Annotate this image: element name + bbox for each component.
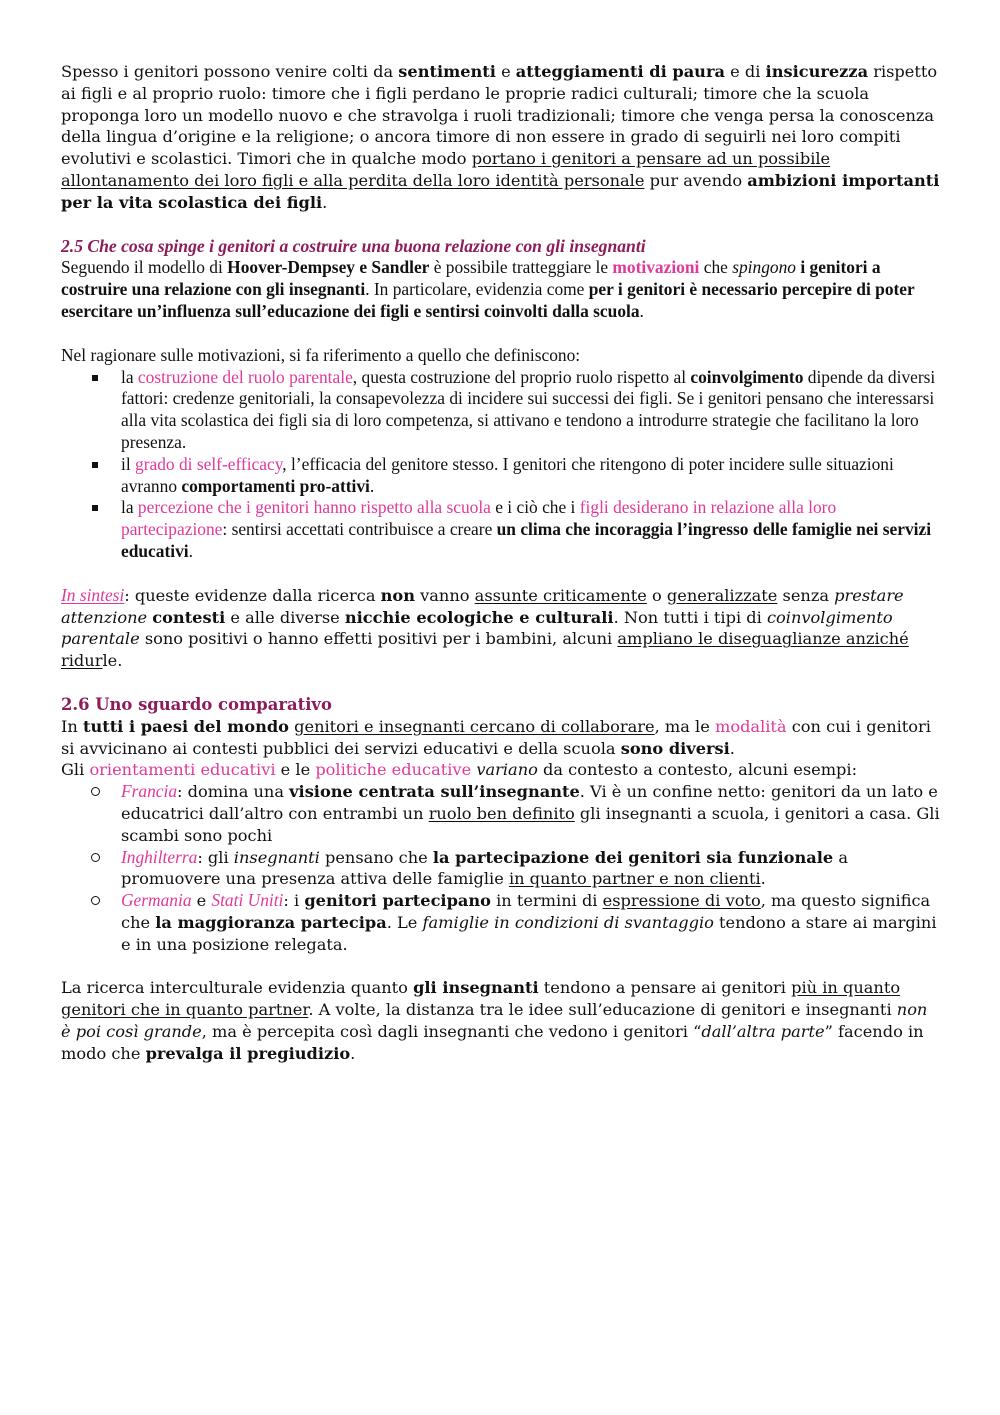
paragraph-in-sintesi — [61, 585, 941, 672]
paragraph-hoover-dempsey — [61, 257, 941, 322]
text-italic: spingono — [732, 257, 796, 278]
text: Gli — [61, 760, 90, 780]
text: da contesto a contesto, alcuni esempi: — [537, 760, 858, 780]
countries-list — [61, 781, 941, 955]
text-italic: non è poi così grande — [61, 1000, 928, 1042]
text-underlined: espressione di voto — [602, 891, 761, 911]
text: la — [121, 497, 138, 518]
text: o — [646, 585, 667, 605]
text: In — [61, 716, 83, 736]
text: . Vi è un confine netto: genitori da un lato e educatrici dall’altro con entrambi un — [121, 782, 938, 823]
text-highlight: grado di self-efficacy — [135, 453, 283, 474]
text-underlined: in quanto partner e non clienti — [508, 869, 761, 889]
text: . — [188, 540, 193, 561]
text-italic: famiglie in condizioni di svantaggio — [422, 912, 714, 932]
text-italic: prestare attenzione — [61, 585, 904, 627]
text: e i ciò che i — [490, 497, 580, 518]
list-item — [61, 847, 941, 891]
document-page — [61, 61, 941, 1065]
text: pur avendo — [644, 170, 748, 190]
text: ” facendo in modo che — [61, 1022, 924, 1063]
text: gli insegnanti a scuola, i genitori a casa. Gli scambi sono pochi — [121, 803, 940, 845]
text: : queste evidenze dalla ricerca — [124, 585, 381, 605]
text-bold: la maggioranza partecipa — [155, 912, 387, 932]
text: . — [639, 300, 644, 321]
list-item — [61, 454, 941, 498]
text: . Le — [386, 912, 423, 932]
list-item — [61, 367, 941, 454]
text-highlight: Germania — [121, 890, 192, 911]
text-highlight: politiche educative — [315, 760, 472, 780]
text: : sentirsi accettati contribuisce a creare — [222, 519, 497, 540]
text-bold: gli insegnanti — [413, 978, 539, 998]
text: , questa costruzione del proprio ruolo rispetto al — [352, 366, 691, 387]
text: e — [495, 62, 516, 81]
text: senza — [777, 585, 835, 605]
text: . — [350, 1043, 356, 1063]
text: sono positivi o hanno effetti positivi per i bambini, alcuni — [139, 629, 618, 649]
text: : i — [283, 891, 305, 911]
text: e alle diverse — [225, 607, 345, 627]
text: : gli — [197, 847, 234, 867]
text-highlight: orientamenti educativi — [89, 760, 276, 780]
text-bold: visione centrata sull’insegnante — [289, 782, 580, 802]
text-bold: i genitori a costruire una relazione con gli insegnanti — [61, 257, 881, 300]
text-bold: non — [380, 585, 415, 605]
section-heading-2-5: 2.5 Che cosa spinge i genitori a costruire una buona relazione con gli insegnanti — [61, 235, 646, 256]
text: è possibile tratteggiare le — [429, 257, 613, 278]
text-underlined: genitori e insegnanti cercano di collaborare — [294, 716, 655, 736]
text-bold: insicurezza — [765, 62, 869, 81]
text: con cui i genitori si avvicinano ai contesti pubblici dei servizi educativi e della scuola — [61, 716, 931, 758]
text-bold: per i genitori è necessario percepire di poter esercitare un’influenza sull’educazione dei figli e sentirsi coinvolti dalla scuola — [61, 279, 915, 321]
text-highlight-underlined: In sintesi — [61, 584, 125, 605]
text: , ma questo significa che — [121, 891, 931, 932]
text-highlight: figli desiderano in relazione alla loro partecipazione — [121, 497, 837, 540]
text-bold: contesti — [152, 607, 226, 627]
text-underlined: più in quanto genitori che in quanto partner — [61, 978, 901, 1020]
text: tendono a stare ai margini e in una posizione relegata. — [121, 912, 937, 954]
text: . — [729, 738, 735, 758]
text-bold: tutti i paesi del mondo — [82, 716, 289, 736]
text: e — [191, 891, 212, 911]
text-bold: sentimenti — [398, 62, 496, 81]
paragraph-all-countries — [61, 716, 941, 760]
text-underlined: ruolo ben definito — [428, 803, 575, 823]
text-highlight: modalità — [714, 716, 787, 736]
text-bold: la partecipazione dei genitori sia funzionale — [432, 847, 834, 867]
text: : domina una — [177, 782, 290, 802]
text: rispetto ai figli e al proprio ruolo: timore che i figli perdano le proprie radici culturali; timore che la scuola proponga loro un modello nuovo e che stravolga i ruoli tradizionali; timore che venga persa la conoscenza della lingua d’origine e la religione; o ancora timore di non essere in grado di seguirli nei loro compiti evolutivi e scolastici. Timori che in qualche modo — [61, 62, 938, 169]
text: . — [369, 475, 375, 496]
list-item — [61, 890, 941, 955]
paragraph-motivations-intro: Nel ragionare sulle motivazioni, si fa riferimento a quello che definiscono: — [61, 344, 581, 365]
text-italic: coinvolgimento parentale — [61, 607, 893, 649]
text: a promuovere una presenza attiva delle famiglie — [121, 847, 848, 889]
text: le. — [102, 651, 123, 671]
motivations-list — [61, 367, 941, 563]
text-bold: un clima che incoraggia l’ingresso delle famiglie nei servizi educativi — [121, 519, 932, 561]
text: , ma è percepita così dagli insegnanti che vedono i genitori “ — [201, 1022, 702, 1042]
text-bold: coinvolgimento — [690, 366, 804, 387]
text: tendono a pensare ai genitori — [538, 978, 792, 998]
list-item — [61, 781, 941, 846]
text-underlined: generalizzate — [666, 585, 778, 605]
text-underlined: ampliano le diseguaglianze anziché ridur — [61, 629, 909, 671]
text-highlight: motivazioni — [612, 257, 700, 278]
text: La ricerca interculturale evidenzia quanto — [61, 978, 414, 998]
text: che — [699, 257, 733, 278]
text: dipende da diversi fattori: credenze genitoriali, la consapevolezza di incidere sui successi dei figli. Se i genitori pensano che interessarsi alla vita scolastica dei figli sia di loro competenza, si attivano e tendono a introdurre strategie che facilitano la loro presenza. — [121, 366, 936, 452]
text-bold: prevalga il pregiudizio — [145, 1043, 351, 1063]
text-highlight: Inghilterra — [121, 846, 198, 867]
text: . — [322, 192, 328, 212]
text-italic: variano — [476, 760, 538, 780]
text-highlight: Stati Uniti — [211, 890, 284, 911]
text-highlight: percezione che i genitori hanno rispetto alla scuola — [137, 497, 491, 518]
text: vanno — [414, 585, 475, 605]
section-heading-2-6: 2.6 Uno sguardo comparativo — [61, 694, 332, 714]
text-bold: atteggiamenti di paura — [515, 62, 725, 81]
text-bold: ambizioni importanti per la vita scolastica dei figli — [61, 170, 940, 212]
text: . In particolare, evidenzia come — [365, 279, 589, 300]
text: Seguendo il modello di — [61, 257, 228, 278]
text-bold: sono diversi — [620, 738, 730, 758]
text-highlight: costruzione del ruolo parentale — [137, 366, 353, 387]
text: e le — [275, 760, 316, 780]
text: in termini di — [490, 891, 603, 911]
text-bold: comportamenti pro-attivi — [181, 475, 370, 496]
text: . A volte, la distanza tra le idee sull’educazione di genitori e insegnanti — [308, 1000, 897, 1020]
text-bold: Hoover-Dempsey e Sandler — [227, 257, 430, 278]
text-underlined: portano i genitori a pensare ad un possibile allontanamento dei loro figli e alla perdita della loro identità personale — [61, 149, 831, 190]
text: la — [121, 366, 138, 387]
text-italic: dall’altra parte — [701, 1022, 825, 1042]
text-bold: genitori partecipano — [304, 891, 491, 911]
paragraph-orientations — [61, 759, 941, 781]
text-highlight: Francia — [121, 781, 178, 802]
text: , ma le — [654, 716, 715, 736]
text-bold: nicchie ecologiche e culturali — [344, 607, 614, 627]
text: Spesso i genitori possono venire colti da — [61, 62, 399, 81]
text: , l’efficacia del genitore stesso. I genitori che ritengono di poter incidere sulle situazioni avranno — [121, 453, 894, 496]
text: e di — [724, 62, 766, 81]
text: . Non tutti i tipi di — [613, 607, 767, 627]
paragraph-intercultural-research — [61, 977, 941, 1064]
text: il — [121, 453, 136, 474]
text-italic: insegnanti — [233, 847, 320, 867]
text: pensano che — [319, 847, 433, 867]
list-item — [61, 497, 941, 562]
text: . — [760, 869, 766, 889]
paragraph-fears — [61, 61, 941, 214]
text-underlined: assunte criticamente — [474, 585, 647, 605]
